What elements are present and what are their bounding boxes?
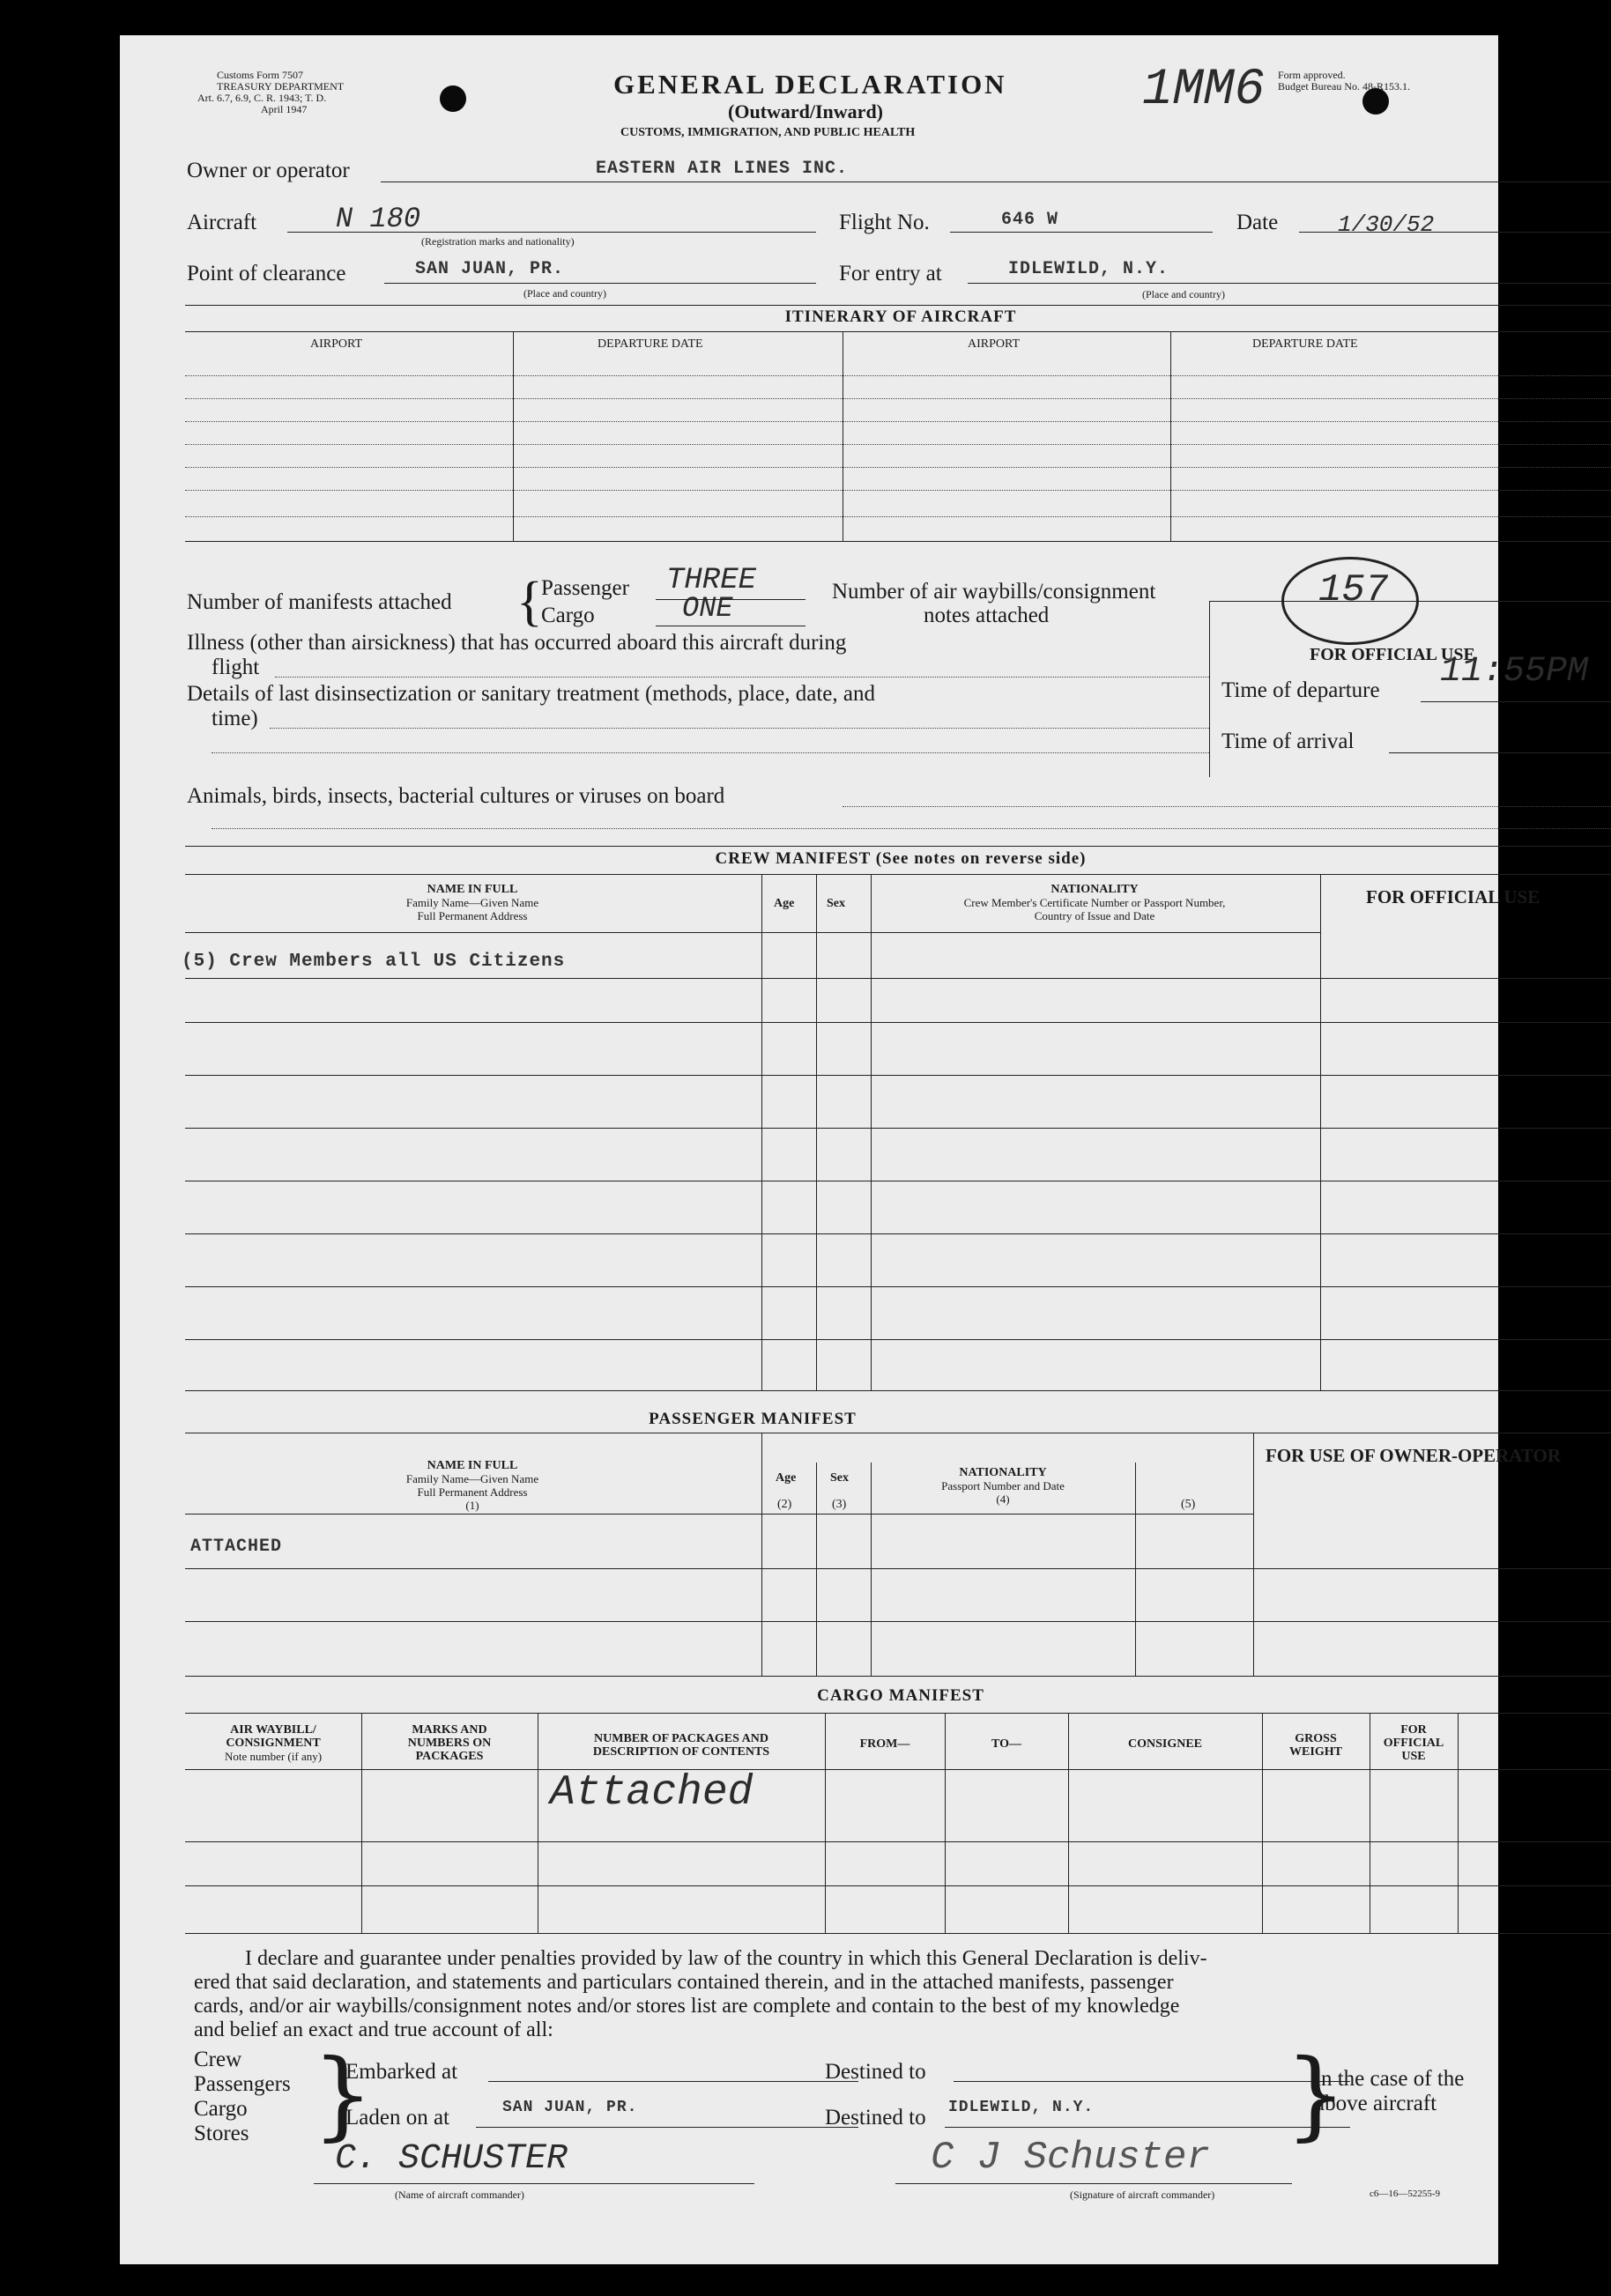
manifests-label: Number of manifests attached	[187, 590, 452, 614]
cargo-label: Cargo	[541, 604, 595, 627]
aircraft-label: Aircraft	[187, 211, 257, 234]
passenger-col-nat-sub: Passport Number and Date	[941, 1479, 1065, 1492]
crew-col-name	[185, 883, 760, 922]
decl-brace-right: }	[1285, 2038, 1347, 2151]
cargo-col-to: TO—	[991, 1737, 1021, 1751]
passenger-col-sex: Sex	[830, 1471, 849, 1485]
disinsect-label-2: time)	[212, 707, 258, 730]
itinerary-col-departure-1: DEPARTURE DATE	[598, 337, 703, 351]
cargo-col1-b: CONSIGNMENT	[226, 1737, 321, 1750]
cargo-col8-c: USE	[1401, 1750, 1426, 1763]
passenger-col-nat-label: NATIONALITY	[959, 1466, 1047, 1479]
cargo-col-from: FROM—	[859, 1737, 910, 1751]
animals-label: Animals, birds, insects, bacterial cultures or viruses on board	[187, 784, 725, 808]
destined-label-1: Destined to	[825, 2060, 926, 2084]
cargo-col-consignee: CONSIGNEE	[1127, 1737, 1203, 1751]
itinerary-col-airport-1: AIRPORT	[310, 337, 363, 351]
declaration-line-4: and belief an exact and true account of all:	[194, 2018, 553, 2041]
flight-label: Flight No.	[839, 211, 930, 234]
crew-entry: (5) Crew Members all US Citizens	[182, 952, 566, 972]
embarked-label: Embarked at	[345, 2060, 458, 2084]
commander-signature: C J Schuster	[931, 2136, 1210, 2180]
treasury-department: TREASURY DEPARTMENT	[217, 80, 345, 93]
cargo-col-marks	[361, 1723, 538, 1763]
entry-value: IDLEWILD, N.Y.	[1008, 259, 1169, 279]
waybill-label-1: Number of air waybills/consignment	[832, 580, 1156, 604]
form-title: GENERAL DECLARATION	[613, 69, 1007, 100]
flight-value: 646 W	[1001, 210, 1059, 230]
passenger-col-num3: (3)	[832, 1498, 847, 1511]
case-label-2: above aircraft	[1315, 2092, 1437, 2115]
passenger-value: THREE	[666, 564, 757, 597]
date-value: 1/30/52	[1338, 211, 1435, 238]
print-code: c6—16—52255-9	[1370, 2189, 1441, 2199]
passenger-col-name-label: NAME IN FULL	[427, 1459, 518, 1472]
passenger-col-name-sub2: Full Permanent Address	[417, 1485, 528, 1499]
clearance-value: SAN JUAN, PR.	[415, 259, 565, 279]
decl-stores: Stores	[194, 2122, 249, 2145]
signature-caption: (Signature of aircraft commander)	[1070, 2189, 1215, 2201]
cargo-col3-b: DESCRIPTION OF CONTENTS	[592, 1745, 770, 1759]
manifests-brace: {	[516, 572, 543, 632]
date-label: Date	[1236, 211, 1279, 234]
cargo-col7-a: GROSS	[1295, 1732, 1337, 1745]
crew-col-name-sub2: Full Permanent Address	[417, 909, 528, 922]
declaration-line-3: cards, and/or air waybills/consignment notes and/or stores list are complete and contain to the best of my knowledge	[194, 1995, 1180, 2018]
passenger-col-owner: FOR USE OF OWNER-OPERATOR	[1266, 1445, 1562, 1466]
passenger-col-age: Age	[776, 1471, 797, 1485]
itinerary-col-departure-2: DEPARTURE DATE	[1252, 337, 1358, 351]
cargo-col2-b: NUMBERS ON	[407, 1737, 492, 1750]
official-use-title: FOR OFFICIAL USE	[1310, 645, 1475, 664]
passenger-title: PASSENGER MANIFEST	[649, 1410, 857, 1428]
aircraft-caption: (Registration marks and nationality)	[421, 235, 575, 248]
clearance-caption: (Place and country)	[523, 287, 606, 300]
laden-value: SAN JUAN, PR.	[502, 2099, 638, 2116]
crew-col-nat-sub1: Crew Member's Certificate Number or Passport Number,	[963, 896, 1226, 909]
cargo-col8-a: FOR	[1400, 1723, 1427, 1737]
aircraft-value: N 180	[336, 203, 421, 235]
passenger-col-num4: (4)	[996, 1492, 1010, 1506]
cargo-col3-a: NUMBER OF PACKAGES AND	[594, 1732, 768, 1745]
cargo-col2-a: MARKS AND	[412, 1723, 487, 1737]
decl-brace-left: }	[312, 2038, 374, 2151]
passenger-col-num1: (1)	[465, 1499, 479, 1512]
itinerary-title: ITINERARY OF AIRCRAFT	[784, 307, 1017, 326]
form-subtitle: (Outward/Inward)	[728, 100, 884, 122]
handwritten-code: 1MM6	[1142, 62, 1266, 119]
cargo-col1-a: AIR WAYBILL/	[230, 1723, 316, 1737]
passenger-col-name-sub1: Family Name—Given Name	[405, 1472, 539, 1485]
waybill-value: 157	[1318, 568, 1389, 612]
form-agencies: CUSTOMS, IMMIGRATION, AND PUBLIC HEALTH	[620, 126, 916, 139]
entry-caption: (Place and country)	[1142, 288, 1225, 300]
illness-label-2: flight	[212, 655, 260, 679]
crew-col-name-sub1: Family Name—Given Name	[405, 896, 539, 909]
crew-col-sex: Sex	[827, 897, 845, 910]
crew-col-nationality	[871, 883, 1318, 922]
passenger-col-nationality	[871, 1466, 1135, 1506]
destined-value: IDLEWILD, N.Y.	[948, 2099, 1095, 2116]
departure-label: Time of departure	[1221, 678, 1380, 702]
passenger-entry: ATTACHED	[190, 1537, 283, 1557]
decl-cargo: Cargo	[194, 2097, 248, 2121]
cargo-col-packages	[538, 1732, 825, 1759]
cargo-col7-b: WEIGHT	[1289, 1745, 1342, 1759]
passenger-col-num2: (2)	[777, 1498, 792, 1511]
punch-hole-left	[440, 85, 466, 112]
declaration-line-2: ered that said declaration, and statements and particulars contained therein, and in the attached manifests, passenger	[194, 1971, 1174, 1994]
cargo-entry: Attached	[550, 1769, 754, 1817]
crew-col-age: Age	[774, 897, 795, 910]
crew-col-nat-sub2: Country of Issue and Date	[1034, 909, 1155, 922]
clearance-label: Point of clearance	[187, 262, 346, 285]
cargo-value: ONE	[682, 592, 733, 625]
budget-bureau: Budget Bureau No. 48-R153.1.	[1278, 80, 1410, 93]
name-caption: (Name of aircraft commander)	[395, 2189, 524, 2201]
form-date: April 1947	[261, 103, 308, 115]
owner-label: Owner or operator	[187, 159, 350, 182]
decl-crew: Crew	[194, 2048, 242, 2071]
cargo-col2-c: PACKAGES	[415, 1750, 484, 1763]
itinerary-col-airport-2: AIRPORT	[968, 337, 1021, 351]
waybill-label-2: notes attached	[924, 604, 1050, 627]
cargo-col1-c: Note number (if any)	[224, 1750, 323, 1763]
owner-value: EASTERN AIR LINES INC.	[596, 159, 849, 179]
declaration-line-1: I declare and guarantee under penalties provided by law of the country in which this General Declaration is deliv-	[245, 1947, 1207, 1970]
cargo-col8-b: OFFICIAL	[1383, 1737, 1444, 1750]
illness-label-1: Illness (other than airsickness) that has occurred aboard this aircraft during	[187, 631, 847, 655]
commander-name: C. SCHUSTER	[335, 2139, 568, 2179]
cargo-col-weight	[1262, 1732, 1370, 1759]
laden-label: Laden on at	[345, 2106, 450, 2129]
destined-label-2: Destined to	[825, 2106, 926, 2129]
crew-col-nat-label: NATIONALITY	[1050, 883, 1139, 896]
passenger-col-num5: (5)	[1181, 1498, 1196, 1511]
form-approved: Form approved.	[1278, 69, 1346, 81]
crew-title: CREW MANIFEST (See notes on reverse side)	[715, 849, 1087, 868]
cargo-title: CARGO MANIFEST	[817, 1686, 984, 1705]
form-article: Art. 6.7, 6.9, C. R. 1943; T. D.	[197, 92, 327, 104]
entry-label: For entry at	[839, 262, 942, 285]
cargo-col-official	[1370, 1723, 1458, 1763]
crew-col-official: FOR OFFICIAL USE	[1366, 886, 1540, 907]
cargo-col-waybill	[185, 1723, 361, 1763]
crew-col-name-label: NAME IN FULL	[427, 883, 518, 896]
disinsect-label-1: Details of last disinsectization or sanitary treatment (methods, place, date, and	[187, 682, 875, 706]
passenger-label: Passenger	[541, 576, 629, 600]
customs-form-number: Customs Form 7507	[217, 69, 304, 81]
case-label-1: in the case of the	[1315, 2067, 1465, 2091]
form-page	[120, 35, 1589, 2264]
arrival-label: Time of arrival	[1221, 730, 1355, 753]
departure-value: 11:55PM	[1440, 652, 1589, 692]
decl-passengers: Passengers	[194, 2072, 291, 2096]
passenger-col-name	[185, 1459, 760, 1512]
